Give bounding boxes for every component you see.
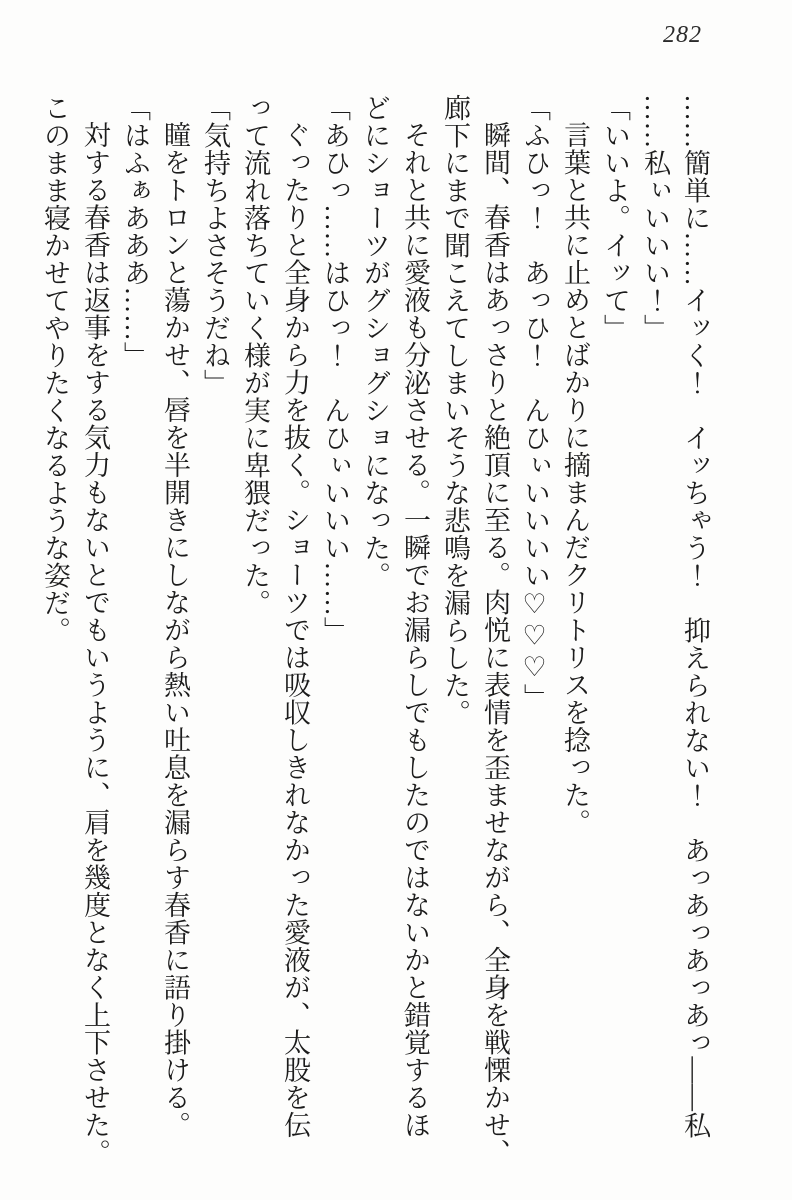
page-number: 282 (663, 22, 702, 48)
narrative-line: どにショーツがグショグショになった。 (360, 94, 390, 589)
narrative-line: それと共に愛液も分泌させる。一瞬でお漏らしでもしたのではないかと錯覚するほ (400, 121, 430, 1139)
narrative-line: ……簡単に……イッく！ イッちゃう！ 抑えられない！ あっあっあっあっ――私 (680, 94, 710, 1139)
narrative-line: 言葉と共に止めとばかりに摘まんだクリトリスを捻った。 (560, 121, 590, 836)
narrative-line: 瞬間、春香はあっさりと絶頂に至る。肉悦に表情を歪ませながら、全身を戦慄かせ、 (480, 121, 510, 1166)
dialogue-line: 「あひっ……はひっ！ んひぃいいい……」 (320, 94, 350, 644)
narrative-line: 廊下にまで聞こえてしまいそうな悲鳴を漏らした。 (440, 94, 470, 727)
dialogue-line: 「はふぁあああ……」 (120, 94, 150, 369)
dialogue-line: 「いいよ。イッて」 (600, 94, 630, 342)
dialogue-line: 「気持ちよさそうだね」 (200, 94, 230, 397)
page-text-block (35, 94, 715, 1198)
narrative-line: ぐったりと全身から力を抜く。ショーツでは吸収しきれなかった愛液が、太股を伝 (280, 121, 310, 1139)
narrative-line: 対する春香は返事をする気力もないとでもいうように、肩を幾度となく上下させた。 (80, 121, 110, 1166)
dialogue-line: 「ふひっ！ あっひ！ んひぃいいいい♡♡♡」 (520, 94, 550, 711)
dialogue-line: ……私ぃいいい！」 (640, 94, 670, 342)
narrative-line: って流れ落ちていく様が実に卑猥だった。 (240, 94, 270, 617)
narrative-line: 瞳をトロンと蕩かせ、唇を半開きにしながら熱い吐息を漏らす春香に語り掛ける。 (160, 121, 190, 1139)
narrative-line: このまま寝かせてやりたくなるような姿だ。 (40, 94, 70, 644)
